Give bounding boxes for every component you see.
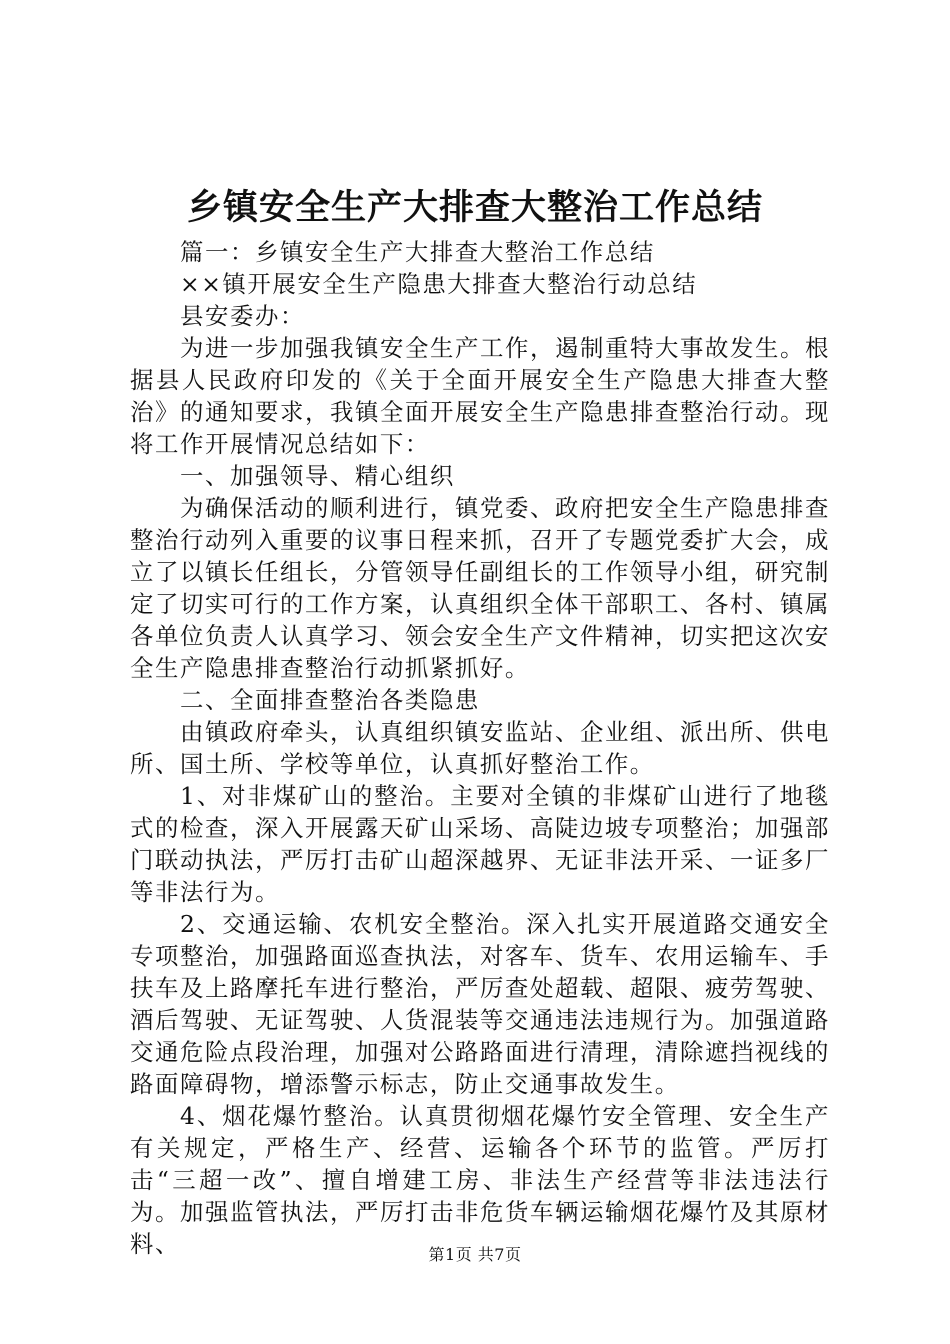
paragraph-subtitle: ××镇开展安全生产隐患大排查大整治行动总结: [180, 270, 698, 298]
paragraph-section-2: 由镇政府牵头，认真组织镇安监站、企业组、派出所、供电所、国土所、学校等单位，认真抓好整治工作。: [130, 718, 830, 778]
paragraph-item-1: 1、对非煤矿山的整治。主要对全镇的非煤矿山进行了地毯式的检查，深入开展露天矿山采场、高陡边坡专项整治；加强部门联动执法，严厉打击矿山超深越界、无证非法开采、一证多厂等非法行为。: [130, 782, 830, 906]
paragraph-item-4: 4、烟花爆竹整治。认真贯彻烟花爆竹安全管理、安全生产有关规定，严格生产、经营、运输各个环节的监管。严厉打击“三超一改”、擅自增建工房、非法生产经营等非法违法行为。加强监管执法，严厉打击非危货车辆运输烟花爆竹及其原材料、: [130, 1102, 830, 1258]
paragraph-recipient: 县安委办：: [180, 302, 305, 330]
page-footer: 第1页 共7页: [428, 1245, 522, 1264]
section-heading-2: 二、全面排查整治各类隐患: [180, 686, 480, 714]
document-title: 乡镇安全生产大排查大整治工作总结: [186, 187, 763, 228]
section-heading-1: 一、加强领导、精心组织: [180, 462, 455, 490]
paragraph-item-2: 2、交通运输、农机安全整治。深入扎实开展道路交通安全专项整治，加强路面巡查执法，对客车、货车、农用运输车、手扶车及上路摩托车进行整治，严厉查处超载、超限、疲劳驾驶、酒后驾驶、无证驾驶、人货混装等交通违法违规行为。加强道路交通危险点段治理，加强对公路路面进行清理，清除遮挡视线的路面障碍物，增添警示标志，防止交通事故发生。: [130, 910, 830, 1098]
paragraph-article-label: 篇一：乡镇安全生产大排查大整治工作总结: [180, 238, 655, 266]
document-body: [130, 236, 830, 1260]
paragraph-section-1: 为确保活动的顺利进行，镇党委、政府把安全生产隐患排查整治行动列入重要的议事日程来抓，召开了专题党委扩大会，成立了以镇长任组长，分管领导任副组长的工作领导小组，研究制定了切实可行的工作方案，认真组织全体干部职工、各村、镇属各单位负责人认真学习、领会安全生产文件精神，切实把这次安全生产隐患排查整治行动抓紧抓好。: [130, 494, 830, 682]
paragraph-intro: 为进一步加强我镇安全生产工作，遏制重特大事故发生。根据县人民政府印发的《关于全面开展安全生产隐患大排查大整治》的通知要求，我镇全面开展安全生产隐患排查整治行动。现将工作开展情况总结如下：: [130, 334, 830, 458]
